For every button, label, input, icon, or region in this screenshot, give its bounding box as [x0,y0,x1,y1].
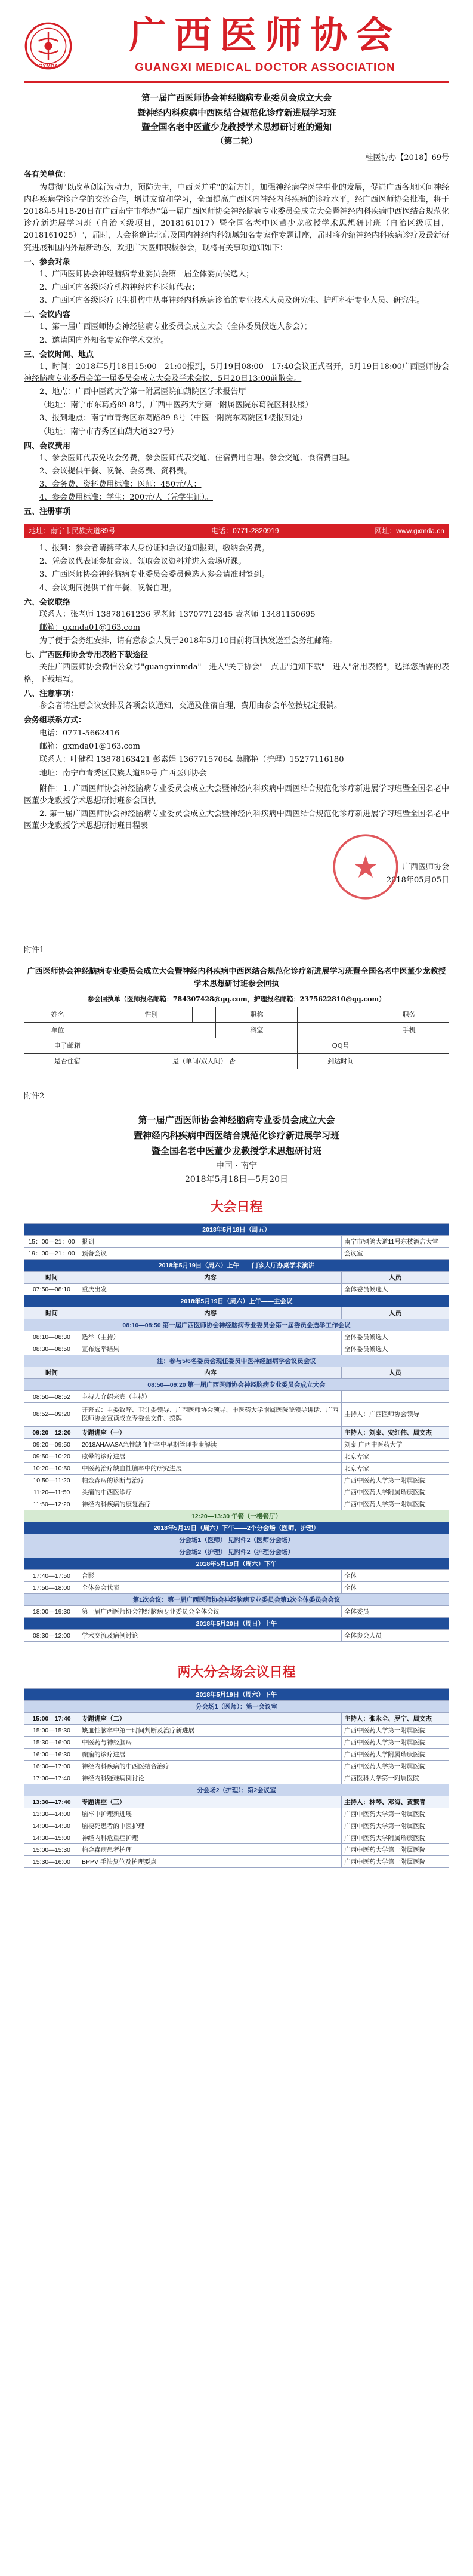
schedule-speaker: 广西中医药大学第一附属医院 [341,1475,449,1486]
form-label: 性别 [110,1007,192,1022]
schedule-row [24,1498,449,1510]
schedule-time: 15:00—17:40 [24,1713,79,1725]
contact-line: 联系人：叶健程 13878163421 彭素娟 13677157064 莫郦艳（护理）15277116180 [39,755,344,765]
notice-title [24,91,449,136]
schedule-time: 15：00—21：00 [24,1236,79,1248]
schedule-row [24,1510,449,1522]
program-place: 中国 · 南宁 [215,1161,258,1171]
schedule-speaker: 主持人：林琴、邓海、黄繁青 [341,1796,449,1808]
form-label: 单位 [24,1022,91,1038]
schedule-row [24,1331,449,1343]
department-field[interactable] [298,1022,384,1038]
schedule-topic: 神经内科疾病的中西医结合治疗 [79,1761,342,1772]
schedule-row [24,1701,449,1713]
schedule-row [24,1546,449,1558]
schedule-speaker: 广西中医药大学第一附属医院 [341,1844,449,1856]
program-title-line: 暨全国名老中医董少龙教授学术思想研讨班 [151,1146,321,1157]
schedule-row [24,1725,449,1737]
schedule-time: 16:30—17:00 [24,1761,79,1772]
lodging-field[interactable]: 是（单间/双人间） 否 [110,1053,298,1069]
schedule-banner: 2018年5月18日（周五） [24,1224,449,1236]
branch-schedule-table [24,1688,449,1868]
schedule-row [24,1772,449,1784]
section-line: 2、会议提供午餐、晚餐、会务费、资料费。 [39,466,192,476]
schedule-row [24,1295,449,1307]
schedule-time: 11:20—11:50 [24,1486,79,1498]
schedule-banner: 2018年5月19日（周六）下午 [24,1689,449,1701]
schedule-time: 07:50—08:10 [24,1284,79,1295]
official-stamp-icon [330,831,401,903]
schedule-row [24,1379,449,1391]
section-heading-attendees: 一、参会对象 [24,257,71,267]
gender-field[interactable] [192,1007,216,1022]
schedule-speaker: 全体委员候选人 [341,1343,449,1355]
program-dates: 2018年5月18日—5月20日 [184,1175,289,1185]
section-heading-content: 二、会议内容 [24,310,71,320]
website-link[interactable]: 网址：www.gxmda.cn [375,526,444,535]
schedule-topic: 神经内科危重症护理 [79,1832,342,1844]
schedule-banner: 分会场1（医师） 见附件2（医师分会场） [24,1534,449,1546]
attachment2-label: 附件2 [24,1091,45,1101]
association-name-cn: 广西医师协会 [129,13,401,57]
schedule-row [24,1367,449,1379]
section-line: 1、广西医师协会神经脑病专业委员会第一届全体委员候选人； [39,269,254,279]
schedule-row [24,1606,449,1618]
schedule-row [24,1808,449,1820]
attachment-item: 2. 第一届广西医师协会神经脑病专业委员会成立大会暨神经内科疾病中西医结合规范化诊疗新进展学习班暨全国名老中医董少龙教授学术思想研讨班日程表 [24,809,449,831]
schedule-row [24,1427,449,1439]
signature-area [24,837,449,909]
schedule-column-header: 内容 [79,1307,342,1319]
schedule-topic: 选举（主持） [79,1331,342,1343]
schedule-speaker: 全体委员 [341,1606,449,1618]
schedule-row [24,1391,449,1403]
arrival-time-field[interactable] [384,1053,449,1069]
document-number: 桂医协办【2018】69号 [365,153,449,162]
contact-line: 会务组联系方式： [24,715,86,725]
schedule-row [24,1844,449,1856]
section-line: 为了便于会务组安排，请有意参会人员于2018年5月10日前将回执发送至会务组邮箱。 [39,636,338,646]
schedule-topic: 中医药与神经脑病 [79,1737,342,1749]
schedule-banner: 08:10—08:50 第一届广西医师协会神经脑病专业委员会第一届委员会选举工作会议 [24,1319,449,1331]
schedule-time: 09:20—12:20 [24,1427,79,1439]
schedule-banner: 2018年5月19日（周六）上午——门诊大厅办桌学术演讲 [24,1260,449,1272]
schedule-banner: 注：参与5/6名委员会现任委员中医神经脑病学会议员会议 [24,1355,449,1367]
schedule-row [24,1713,449,1725]
program-title-line: 第一届广西医师协会神经脑病专业委员会成立大会 [138,1114,335,1125]
form-label: 是否住宿 [24,1053,110,1069]
schedule-time: 19：00—21：00 [24,1248,79,1260]
schedule-topic: 神经内科疾病的康复治疗 [79,1498,342,1510]
schedule-row [24,1796,449,1808]
contact-line: 电话：0771-5662416 [39,729,120,738]
schedule-speaker: 广西中医药大学第一附属医院 [341,1856,449,1868]
schedule-row [24,1820,449,1832]
schedule-column-header: 内容 [79,1272,342,1284]
form-label: 到达时间 [298,1053,384,1069]
schedule-time: 08:10—08:30 [24,1331,79,1343]
schedule-row [24,1319,449,1331]
schedule-speaker: 南宁市钢鸽大道11号东楼酒店大堂 [341,1236,449,1248]
schedule-speaker: 全体委员候选人 [341,1331,449,1343]
schedule-speaker: 广西中医药大学附属瑞康医院 [341,1749,449,1761]
schedule-row [24,1486,449,1498]
schedule-time: 13:30—17:40 [24,1796,79,1808]
section-line: 联系人：张老师 13878161236 罗老师 13707712345 袁老师 13481150695 [39,610,316,619]
schedule-time: 14:30—15:00 [24,1832,79,1844]
address-text: 地址：南宁市民族大道89号 [29,526,116,535]
schedule-banner: 2018年5月19日（周六）下午——2个分会场（医师、护理） [24,1522,449,1534]
schedule-banner: 08:50—09:20 第一届广西医师协会神经脑病专业委员会成立大会 [24,1379,449,1391]
schedule-row [24,1403,449,1427]
schedule-banner: 2018年5月19日（周六）下午 [24,1558,449,1570]
schedule-banner: 分会场2（护理） 见附件2（护理分会场） [24,1546,449,1558]
form-label: 职称 [216,1007,298,1022]
schedule-speaker: 北京专家 [341,1451,449,1463]
schedule-speaker: 广西中医药大学第一附属医院 [341,1761,449,1772]
main-schedule-table [24,1223,449,1642]
schedule-topic: 预备会议 [79,1248,342,1260]
schedule-row [24,1749,449,1761]
unit-field[interactable] [91,1022,215,1038]
schedule-topic: 中医药治疗缺血性脑卒中的研究进展 [79,1463,342,1475]
section-line: 3、会务费、资料费用标准：医师：450元/人； [39,480,202,490]
schedule-time: 15:00—15:30 [24,1725,79,1737]
notice-title-line-1: 第一届广西医师协会神经脑病专业委员会成立大会 [141,93,332,103]
phone-text: 电话：0771-2820919 [211,526,279,535]
attachment1-subtitle: 参会回执单（医师报名邮箱：784307428@qq.com，护理报名邮箱：2375622810@qq.com） [87,995,386,1003]
schedule-time: 11:50—12:20 [24,1498,79,1510]
schedule-row [24,1475,449,1486]
schedule-speaker: 全体委员候选人 [341,1284,449,1295]
schedule-banner: 分会场2（护理）：第2会议室 [24,1784,449,1796]
schedule-topic: 缺血性脑卒中第一时间判断及治疗新进展 [79,1725,342,1737]
contact-block [24,715,449,780]
schedule-speaker: 广西中医药大学第一附属医院 [341,1820,449,1832]
notice-title-line-3: 暨全国名老中医董少龙教授学术思想研讨班的通知 [141,122,332,133]
schedule-row [24,1689,449,1701]
form-label: 手机 [384,1022,434,1038]
schedule-banner: 第1次会议：第一届广西医师协会神经脑病专业委员会第1次全体委员会会议 [24,1594,449,1606]
schedule-topic: 专题讲座（二） [79,1713,342,1725]
section-heading-forms: 七、广西医师协会专用表格下载途径 [24,651,149,660]
schedule-banner: 2018年5月20日（周日）上午 [24,1618,449,1630]
section-heading-registration: 五、注册事项 [24,507,71,517]
schedule-row [24,1236,449,1248]
position-field[interactable] [434,1007,449,1022]
registration-form [24,1007,449,1069]
program-title [24,1112,449,1159]
schedule-row [24,1248,449,1260]
intro-paragraph: 为贯彻"以改革创新为动力，预防为主，中西医并重"的新方针，加强神经病学医学事业的发展，促进广西各地区间神经内科疾病学诊疗学的交流合作，增进友谊和学习，全面提高广西区内神经内科疾病的诊疗水平，经广西医师协会批准，将于2018年5月18-20日在广西南宁市举办"第一届广西医师协会神经脑病专业委员会成立大会暨神经内科疾病中西医结合规范化诊疗新进展学习班（自治区级项目，2018161017）暨全国名老中医董少龙教授学术思想研讨班（自治区级项目，2018161025）"，届时，大会将邀请北京及国内神经内科领域知名专家作专题讲座，届时将介绍神经内科疾病诊疗及最新研究进展和国内外最新动态，欢迎广大医师积极参会，现将有关事项通知如下： [24,183,449,253]
section-heading-notes: 八、注意事项： [24,689,79,698]
schedule-topic: 全体参会代表 [79,1582,342,1594]
schedule-topic: 眩晕的诊疗进展 [79,1451,342,1463]
schedule-time: 08:30—08:50 [24,1343,79,1355]
schedule-time: 17:50—18:00 [24,1582,79,1594]
schedule-topic: 专题讲座（三） [79,1796,342,1808]
schedule-topic: 合影 [79,1570,342,1582]
forms-text: 关注广西医师协会微信公众号"guangxinmda"—进入"关于协会"—点击"通知下载"—进入"常用表格"，选择您所需的表格，下载填写。 [24,663,449,684]
schedule-topic: 开幕式：主委致辞、卫计委领导、广西医师协会领导、中医药大学附属医院院领导讲话、广西医师协会宣读成立专委会文件、授牌 [79,1403,342,1427]
schedule-speaker: 广西中医药大学附属瑞康医院 [341,1486,449,1498]
schedule-speaker: 主持人：刘泰、安红伟、周文杰 [341,1427,449,1439]
schedule-speaker: 刘泰 广西中医药大学 [341,1439,449,1451]
letterhead-divider [24,81,449,83]
schedule-topic: 2018AHA/ASA急性缺血性卒中早期管理指南解读 [79,1439,342,1451]
association-seal-icon [24,21,73,70]
schedule-row [24,1856,449,1868]
schedule-row [24,1307,449,1319]
section-line: 3、报到地点：南宁市青秀区东葛路89-8号（中医一附院东葛院区1楼报到处） [39,414,307,423]
schedule-row [24,1558,449,1570]
schedule-time: 08:50—08:52 [24,1391,79,1403]
schedule-speaker: 全体 [341,1582,449,1594]
schedule-speaker: 广西中医药大学第一附属医院 [341,1498,449,1510]
form-label: 电子邮箱 [24,1038,110,1053]
section-heading-time-place: 三、会议时间、地点 [24,350,94,359]
schedule-row [24,1737,449,1749]
title-field[interactable] [298,1007,384,1022]
section-line: 2、地点：广西中医药大学第一附属医院仙葫院区学术报告厅 [39,387,246,397]
schedule-topic: 神经内科疑难病例讨论 [79,1772,342,1784]
name-field[interactable] [91,1007,110,1022]
notice-title-line-2: 暨神经内科疾病中西医结合规范化诊疗新进展学习班 [137,107,336,118]
schedule-column-header: 时间 [24,1307,79,1319]
schedule-topic: 头痛的中西医诊疗 [79,1486,342,1498]
schedule-row [24,1284,449,1295]
schedule-row [24,1761,449,1772]
section-line: 3、广西区内各级医疗卫生机构中从事神经内科疾病诊治的专业技术人员及研究生、护理科研专业人员、研究生。 [39,296,425,306]
section-line: 4、参会费用标准：学生：200元/人（凭学生证）。 [39,493,213,503]
sign-org: 广西医师协会 [402,863,449,872]
schedule-column-header: 时间 [24,1367,79,1379]
schedule-row [24,1451,449,1463]
schedule-topic: 宣布选举结果 [79,1343,342,1355]
schedule-row [24,1534,449,1546]
section-line: （地址：南宁市青秀区仙葫大道327号） [39,427,178,436]
schedule-topic: 第一届广西医师协会神经脑病专业委员会全体会议 [79,1606,342,1618]
schedule-speaker: 会议室 [341,1248,449,1260]
schedule-topic: 癫痫的诊疗进展 [79,1749,342,1761]
salutation: 各有关单位： [24,170,71,179]
letterhead [24,0,449,79]
schedule-time: 15:00—15:30 [24,1844,79,1856]
schedule-topic: 脑梗死患者的中医护理 [79,1820,342,1832]
schedule-banner: 分会场1（医师）：第一会议室 [24,1701,449,1713]
schedule-column-header: 人员 [341,1367,449,1379]
schedule-row [24,1355,449,1367]
schedule-time: 17:40—17:50 [24,1570,79,1582]
attachment1-title: 广西医师协会神经脑病专业委员会成立大会暨神经内科疾病中西医结合规范化诊疗新进展学习班暨全国名老中医董少龙教授学术思想研讨班参会回执 [27,967,446,989]
schedule-time: 14:00—14:30 [24,1820,79,1832]
schedule-time: 09:20—09:50 [24,1439,79,1451]
section-line: 2、凭会议代表证参加会议，领取会议资料并进入会场听课。 [39,557,246,567]
schedule-row [24,1832,449,1844]
schedule-time: 10:20—10:50 [24,1463,79,1475]
section-heading-fees: 四、会议费用 [24,441,71,451]
schedule-speaker: 主持人：广西医师协会领导 [341,1403,449,1427]
schedule-row [24,1272,449,1284]
schedule-row [24,1260,449,1272]
contact-line: 邮箱：gxmda01@163.com [39,742,140,752]
program-title-line: 暨神经内科疾病中西医结合规范化诊疗新进展学习班 [133,1130,339,1141]
schedule-column-header: 人员 [341,1272,449,1284]
schedule-row [24,1439,449,1451]
schedule-topic: 主持人介绍来宾（主持） [79,1391,342,1403]
section-line: （地址：南宁市东葛路89-8号，广西中医药大学第一附属医院东葛院区科技楼） [39,401,313,410]
schedule-speaker: 广西中医药大学第一附属医院 [341,1737,449,1749]
schedule-time: 08:30—12:00 [24,1630,79,1642]
schedule-time: 17:00—17:40 [24,1772,79,1784]
schedule-topic: 帕金森病患者护理 [79,1844,342,1856]
schedule-speaker: 全体参会人员 [341,1630,449,1642]
form-label: 姓名 [24,1007,91,1022]
schedule-row [24,1343,449,1355]
section-line: 1、参会医师代表免收会务费，参会医师代表交通、住宿费用自理。参会交通、食宿费自理。 [39,453,355,463]
schedule-time: 18:00—19:30 [24,1606,79,1618]
association-name-en: GUANGXI MEDICAL DOCTOR ASSOCIATION [135,61,395,75]
contact-line: 地址：南宁市青秀区民族大道89号 广西医师协会 [39,768,207,778]
section-line: 4、会议期间提供工作午餐，晚餐自理。 [39,583,177,593]
schedule-topic: 学术交流及病例讨论 [79,1630,342,1642]
schedule-row [24,1784,449,1796]
address-bar [24,524,449,538]
schedule-time: 08:52—09:20 [24,1403,79,1427]
attachments-list [24,783,449,833]
attachment1-label: 附件1 [24,946,45,955]
schedule-row [24,1224,449,1236]
mobile-field[interactable] [434,1022,449,1038]
form-label: 科室 [216,1022,298,1038]
main-schedule-title: 大会日程 [210,1199,263,1215]
attachment-item: 附件：1. 广西医师协会神经脑病专业委员会成立大会暨神经内科疾病中西医结合规范化诊疗新进展学习班暨全国名老中医董少龙教授学术思想研讨班参会回执 [24,784,449,805]
form-label: QQ号 [298,1038,384,1053]
section-line: 2、广西区内各级医疗机构神经内科医师代表； [39,283,200,293]
schedule-topic: 专题讲座（一） [79,1427,342,1439]
form-label: 职务 [384,1007,434,1022]
schedule-column-header: 时间 [24,1272,79,1284]
schedule-topic: 报到 [79,1236,342,1248]
letterhead-text [81,15,449,77]
schedule-row [24,1582,449,1594]
schedule-speaker: 全体 [341,1570,449,1582]
schedule-banner: 2018年5月19日（周六）上午——主会议 [24,1295,449,1307]
schedule-time: 16:00—16:30 [24,1749,79,1761]
schedule-row [24,1594,449,1606]
schedule-row [24,1570,449,1582]
notes-text: 参会者请注意会议安排及各项会议通知，交通及住宿自理，费用由参会单位按规定报销。 [39,701,342,710]
schedule-speaker: 广西中医药大学第一附属医院 [341,1725,449,1737]
qq-field[interactable] [384,1038,449,1053]
schedule-speaker: 广西中医药大学第一附属医院 [341,1808,449,1820]
sign-date: 2018年05月05日 [386,876,449,885]
schedule-speaker [341,1391,449,1403]
schedule-banner: 12:20—13:30 午餐（一楼餐厅） [24,1510,449,1522]
branch-schedule-title: 两大分会场会议日程 [177,1664,296,1680]
section-heading-contact: 六、会议联络 [24,598,71,607]
schedule-topic: 脑卒中护理新进展 [79,1808,342,1820]
seal-text: GXMDA [38,63,58,69]
schedule-time: 10:50—11:20 [24,1475,79,1486]
schedule-speaker: 广西医科大学第一附属医院 [341,1772,449,1784]
schedule-topic: BPPV 手法复位及护理要点 [79,1856,342,1868]
section-line: 1、时间：2018年5月18日15:00—21:00报到，5月19日08:00—17:40会议正式召开，5月19日18:00广西医师协会神经脑病专业委员会第一届委员会成立大会及学术会议，5月20日13:00前散会。 [24,362,449,383]
schedule-time: 15:30—16:00 [24,1737,79,1749]
schedule-topic: 帕金森病的诊断与治疗 [79,1475,342,1486]
schedule-time: 15:30—16:00 [24,1856,79,1868]
schedule-row [24,1522,449,1534]
section-line: 3、广西医师协会神经脑病专业委员会委员候选人参会请准时签到。 [39,570,270,580]
section-line: 1、第一届广西医师协会神经脑病专业委员会成立大会（全体委员候选人参会）； [39,322,312,332]
schedule-column-header: 内容 [79,1367,342,1379]
schedule-speaker: 主持人：张永全、罗宁、周文杰 [341,1713,449,1725]
notice-round: （第二轮） [215,136,258,146]
schedule-row [24,1618,449,1630]
schedule-topic: 重庆出发 [79,1284,342,1295]
schedule-speaker: 广西中医药大学附属瑞康医院 [341,1832,449,1844]
schedule-speaker: 北京专家 [341,1463,449,1475]
section-line: 2、邀请国内外知名专家作学术交流。 [39,336,169,345]
section-line: 1、报到：参会者请携带本人身份证和会议通知报到，缴纳会务费。 [39,544,270,553]
schedule-row [24,1630,449,1642]
section-line: 邮箱：gxmda01@163.com [39,623,140,632]
schedule-row [24,1463,449,1475]
schedule-time: 09:50—10:20 [24,1451,79,1463]
schedule-column-header: 人员 [341,1307,449,1319]
schedule-time: 13:30—14:00 [24,1808,79,1820]
email-field[interactable] [110,1038,298,1053]
